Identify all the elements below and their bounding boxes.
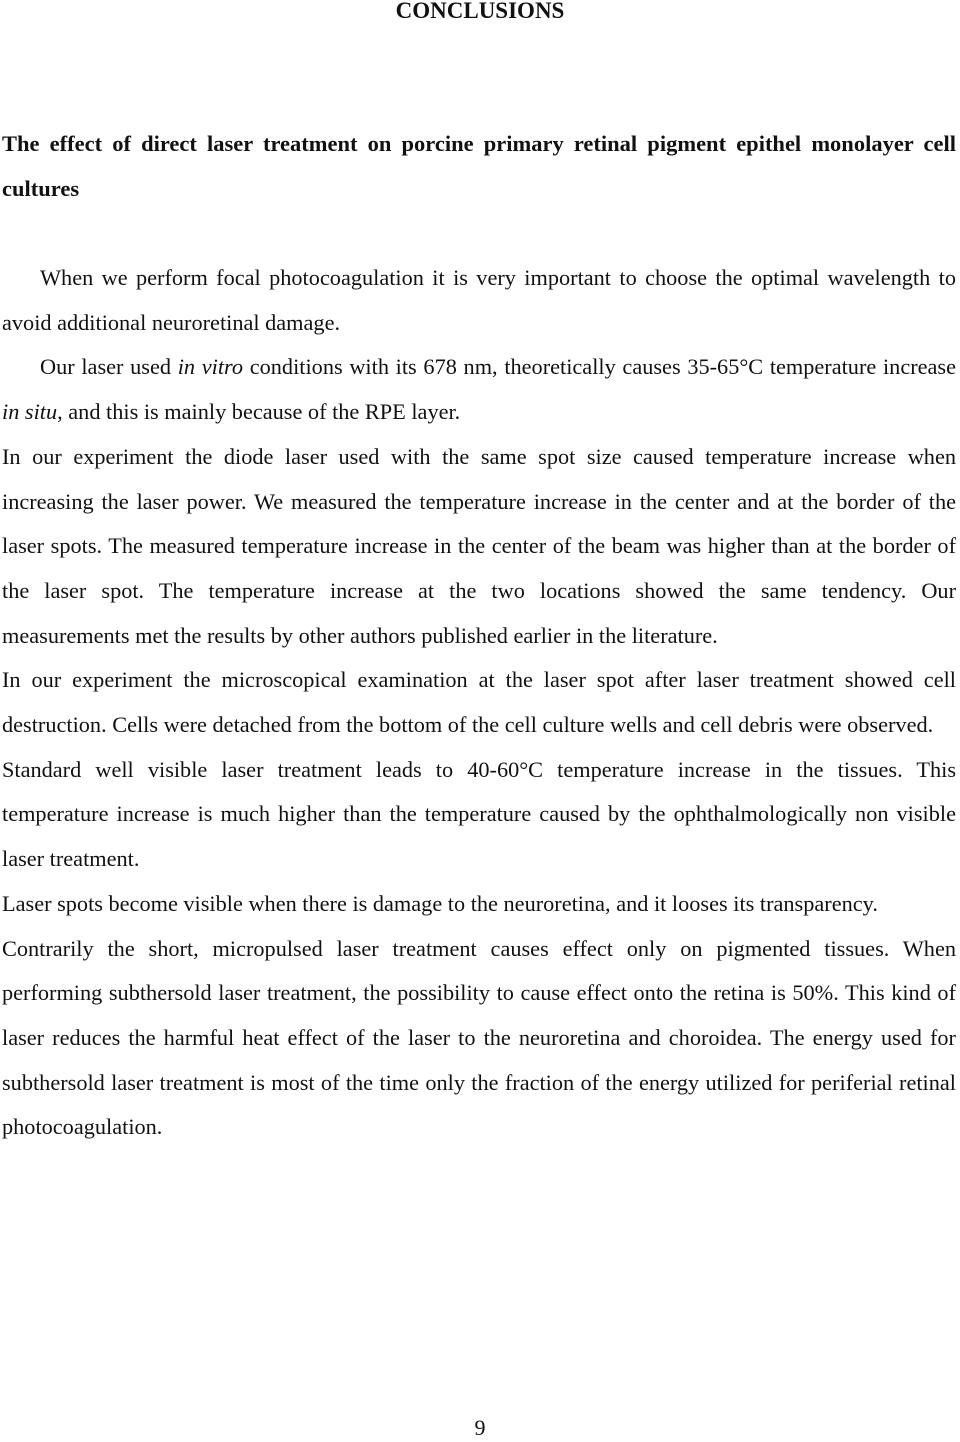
page-heading: CONCLUSIONS <box>395 0 565 23</box>
text-run: Standard well visible laser treatment leads to 40-60°C temperature increase in the tissues. This temperature increase is much higher than the temperature caused by the ophthalmologically non visible laser treatment. <box>2 756 956 872</box>
text-run: In our experiment the microscopical examination at the laser spot after laser treatment showed cell destruction. Cells were detached from the bottom of the cell culture wells and cell debris were observed. <box>2 667 956 738</box>
text-run: Contrarily the short, micropulsed laser treatment causes effect only on pigmented tissues. When performing subthersold laser treatment, the possibility to cause effect onto the retina is 50%. This kind of laser reduces the harmful heat effect of the laser to the neuroretina and choroidea. The energy used for subthersold laser treatment is most of the time only the fraction of the energy utilized for periferial retinal photocoagulation. <box>2 935 956 1140</box>
text-run: Laser spots become visible when there is damage to the neuroretina, and it looses its transparency. <box>2 890 878 916</box>
paragraph <box>2 435 956 659</box>
paragraph <box>2 345 956 434</box>
text-run: , and this is mainly because of the RPE layer. <box>57 399 461 425</box>
page-number: 9 <box>474 1415 486 1440</box>
paragraph <box>2 927 956 1151</box>
body-text <box>2 256 956 1150</box>
italic-text: in vitro <box>177 354 244 380</box>
paragraph <box>2 748 956 882</box>
text-run: Our laser used <box>40 354 178 380</box>
paragraph <box>2 882 956 927</box>
text-run: conditions with its 678 nm, theoretically causes 35-65°C temperature increase <box>243 354 957 380</box>
italic-text: in situ <box>2 399 58 425</box>
paragraph <box>2 256 956 345</box>
section-subtitle: The effect of direct laser treatment on porcine primary retinal pigment epithel monolayer cell cultures <box>2 131 956 201</box>
paragraph <box>2 658 956 747</box>
text-run: When we perform focal photocoagulation it is very important to choose the optimal wavelength to avoid additional neuroretinal damage. <box>2 265 956 335</box>
text-run: In our experiment the diode laser used with the same spot size caused temperature increase when increasing the laser power. We measured the temperature increase in the center and at the border of the laser spots. The measured temperature increase in the center of the beam was higher than at the border of the laser spot. The temperature increase at the two locations showed the same tendency. Our measurements met the results by other authors published earlier in the literature. <box>2 443 956 648</box>
